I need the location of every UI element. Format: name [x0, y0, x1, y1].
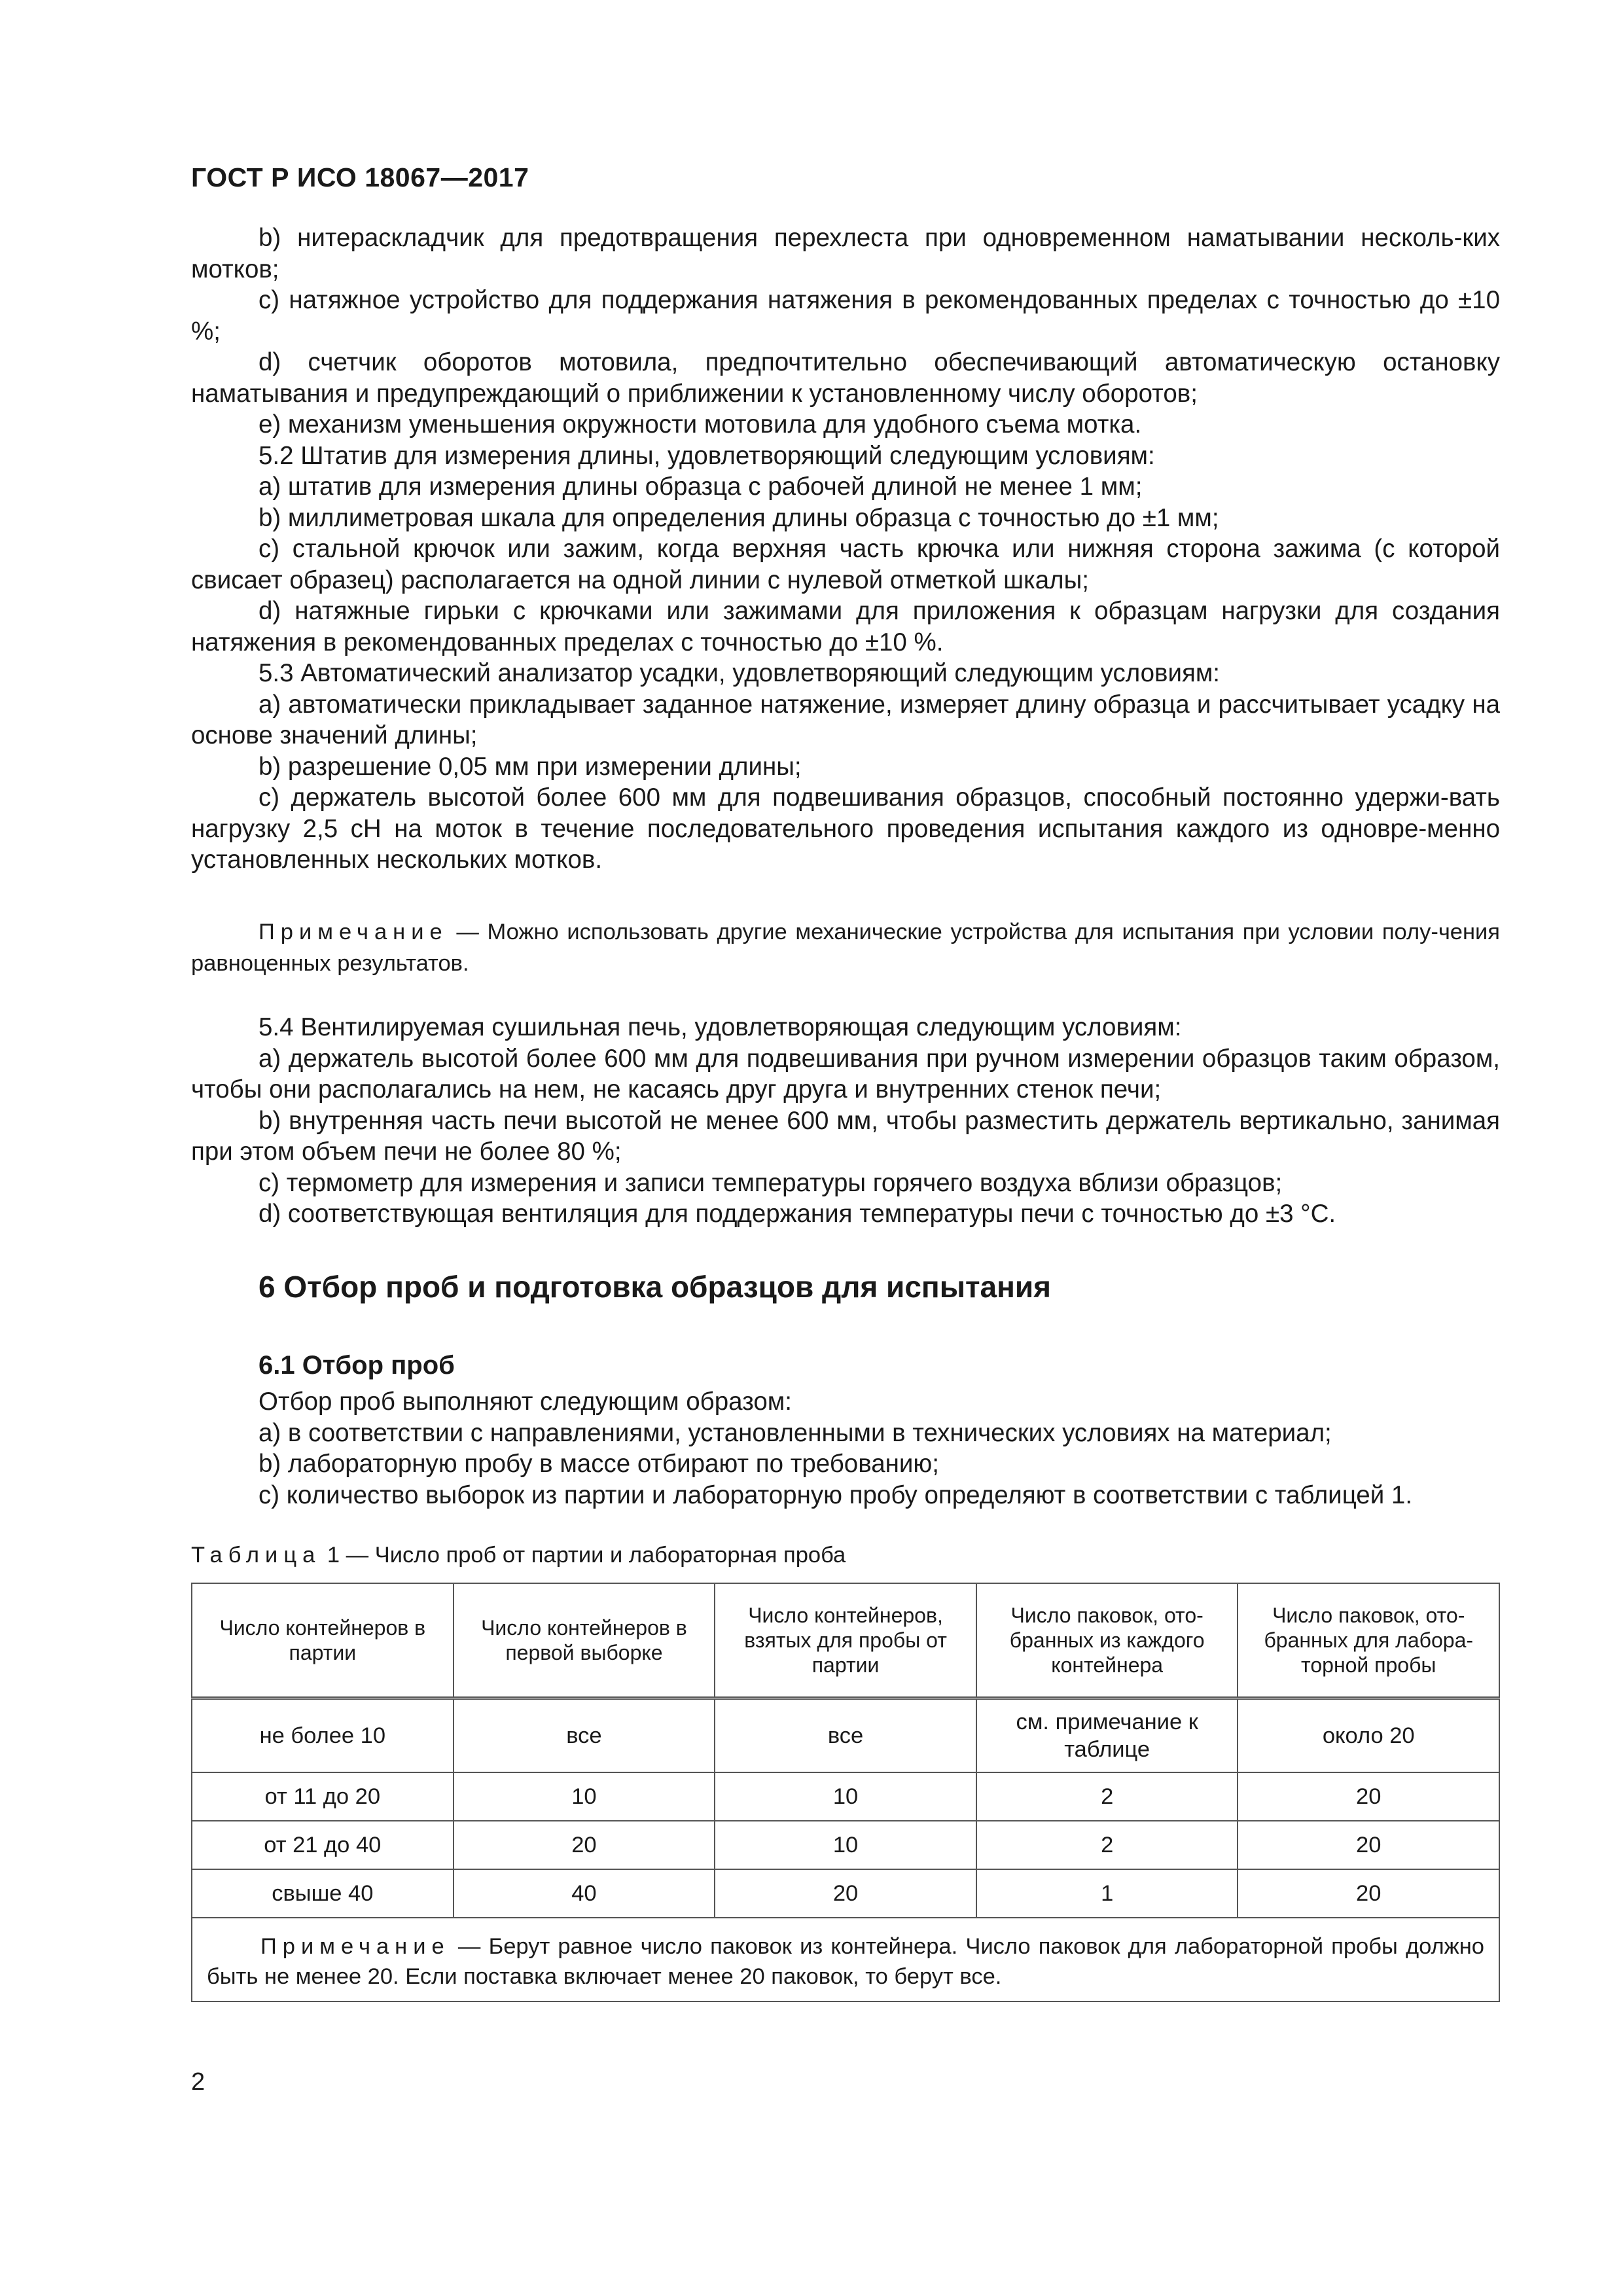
paragraph: 5.3 Автоматический анализатор усадки, удовлетворяющий следующим условиям: [259, 659, 1220, 687]
paragraph: c) количество выборок из партии и лабораторную пробу определяют в соответствии с таблицей 1. [259, 1480, 1413, 1509]
table-cell: см. примечание к таблице [976, 1698, 1238, 1773]
table-note [192, 1918, 1499, 2001]
body-text-block-1 [191, 223, 1500, 876]
paragraph: c) термометр для измерения и записи температуры горячего воздуха вблизи образцов; [259, 1168, 1283, 1197]
table-cell: не более 10 [192, 1698, 454, 1773]
table-header-row [192, 1583, 1499, 1698]
body-text-block-3 [191, 1386, 1500, 1511]
note-text: — Можно использовать другие механические устройства для испытания при условии полу-чения равноценных результатов. [191, 920, 1500, 976]
body-text-block-2 [191, 1012, 1500, 1230]
table-cell: 20 [1238, 1869, 1499, 1918]
note-label: Примечание [259, 920, 448, 944]
table-cell: 10 [715, 1772, 976, 1821]
table-cell: 40 [454, 1869, 715, 1918]
table-cell: 10 [454, 1772, 715, 1821]
table-cell: от 11 до 20 [192, 1772, 454, 1821]
section-title: 6 Отбор проб и подготовка образцов для испытания [259, 1270, 1052, 1304]
table-row [192, 1821, 1499, 1869]
paragraph: a) штатив для измерения длины образца с рабочей длиной не менее 1 мм; [259, 473, 1143, 501]
table-cell: свыше 40 [192, 1869, 454, 1918]
paragraph: Отбор проб выполняют следующим образом: [259, 1388, 792, 1416]
paragraph: b) внутренняя часть печи высотой не менее 600 мм, чтобы разместить держатель вертикально, занимая при этом объем печи не более 80 %; [191, 1106, 1500, 1166]
table-cell: 10 [715, 1821, 976, 1869]
table-header-cell: Число контейнеров в первой выборке [454, 1583, 715, 1698]
sampling-table [191, 1583, 1500, 2002]
table-caption [191, 1543, 846, 1568]
table-header-cell: Число контейнеров, взятых для пробы от партии [715, 1583, 976, 1698]
paragraph: a) автоматически прикладывает заданное натяжение, измеряет длину образца и рассчитывает усадку на основе значений длины; [191, 690, 1500, 749]
paragraph: e) механизм уменьшения окружности мотовила для удобного съема мотка. [259, 410, 1142, 439]
table-cell: все [454, 1698, 715, 1773]
paragraph: b) нитераскладчик для предотвращения перехлеста при одновременном наматывании несколь-ких мотков; [191, 224, 1500, 283]
table-cell: от 21 до 40 [192, 1821, 454, 1869]
table-cell: около 20 [1238, 1698, 1499, 1773]
table-row [192, 1869, 1499, 1918]
paragraph: b) лабораторную пробу в массе отбирают по требованию; [259, 1450, 939, 1478]
paragraph: c) натяжное устройство для поддержания натяжения в рекомендованных пределах с точностью до ±10 %; [191, 286, 1500, 346]
paragraph: d) натяжные гирьки с крючками или зажимами для приложения к образцам нагрузки для создания натяжения в рекомендованных пределах с точностью до ±10 %. [191, 597, 1500, 656]
page-number: 2 [191, 2068, 205, 2096]
table-cell: 20 [454, 1821, 715, 1869]
table-cell: 20 [715, 1869, 976, 1918]
table-cell: 1 [976, 1869, 1238, 1918]
table-header-cell: Число контейнеров в партии [192, 1583, 454, 1698]
document-header: ГОСТ Р ИСО 18067—2017 [191, 162, 529, 192]
table-note-text: — Берут равное число паковок из контейнера. Число паковок для лабораторной пробы должно быть не менее 20. Если поставка включает менее 20 паковок, то берут все. [207, 1934, 1484, 1989]
table-header-cell: Число паковок, ото-бранных для лабора-торной пробы [1238, 1583, 1499, 1698]
paragraph: c) держатель высотой более 600 мм для подвешивания образцов, способный постоянно удержи-вать нагрузку 2,5 сН на моток в течение последовательного проведения испытания каждого из одновре-менно установленных нескольких мотков. [191, 783, 1500, 874]
paragraph: d) соответствующая вентиляция для поддержания температуры печи с точностью до ±3 °С. [259, 1200, 1336, 1228]
paragraph: b) разрешение 0,05 мм при измерении длины; [259, 752, 802, 781]
table-row [192, 1772, 1499, 1821]
paragraph: b) миллиметровая шкала для определения длины образца с точностью до ±1 мм; [259, 503, 1219, 532]
paragraph: 5.2 Штатив для измерения длины, удовлетворяющий следующим условиям: [259, 441, 1155, 470]
note-block [191, 916, 1500, 979]
table-cell: 20 [1238, 1821, 1499, 1869]
table-note-row [192, 1918, 1499, 2001]
paragraph: a) в соответствии с направлениями, установленными в технических условиях на материал; [259, 1418, 1332, 1447]
table-row [192, 1698, 1499, 1773]
paragraph: d) счетчик оборотов мотовила, предпочтительно обеспечивающий автоматическую остановку наматывания и предупреждающий о приближении к установленному числу оборотов; [191, 348, 1500, 408]
paragraph: c) стальной крючок или зажим, когда верхняя часть крючка или нижняя сторона зажима (с которой свисает образец) располагается на одной линии с нулевой отметкой шкалы; [191, 535, 1500, 594]
table-cell: 2 [976, 1821, 1238, 1869]
paragraph: a) держатель высотой более 600 мм для подвешивания при ручном измерении образцов таким образом, чтобы они располагались на нем, не касаясь друг друга и внутренних стенок печи; [191, 1044, 1500, 1103]
subsection-title: 6.1 Отбор проб [259, 1351, 455, 1380]
table-header-cell: Число паковок, ото-бранных из каждого контейнера [976, 1583, 1238, 1698]
table-note-label: Примечание [260, 1934, 450, 1959]
table-cell: все [715, 1698, 976, 1773]
table-caption-text: 1 — Число проб от партии и лабораторная проба [321, 1543, 846, 1568]
table-caption-label: Таблица [191, 1543, 321, 1568]
table-cell: 2 [976, 1772, 1238, 1821]
paragraph: 5.4 Вентилируемая сушильная печь, удовлетворяющая следующим условиям: [259, 1013, 1182, 1041]
table-cell: 20 [1238, 1772, 1499, 1821]
